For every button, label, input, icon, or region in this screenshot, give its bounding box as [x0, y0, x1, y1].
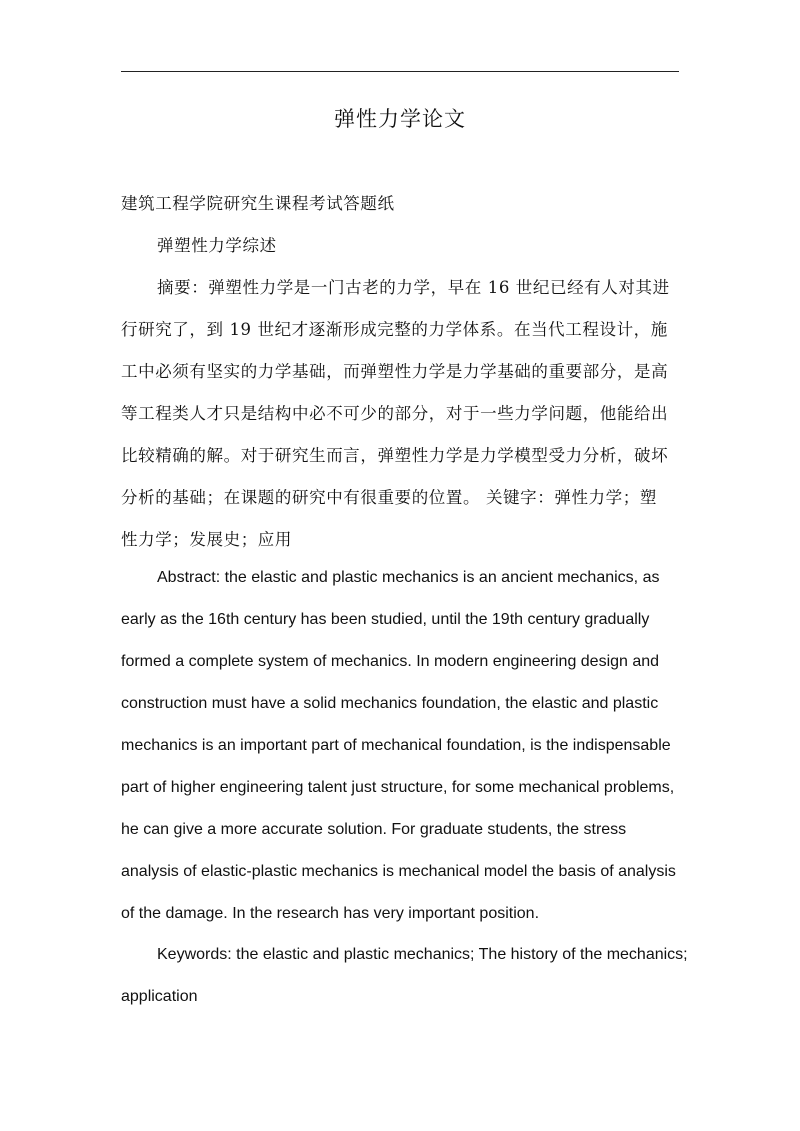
english-abstract-line: part of higher engineering talent just structure, for some mechanical problems,: [121, 779, 675, 796]
section-heading: 弹塑性力学综述: [157, 236, 277, 255]
english-abstract-line: construction must have a solid mechanics foundation, the elastic and plastic: [121, 695, 659, 712]
english-abstract-line: he can give a more accurate solution. For graduate students, the stress: [121, 821, 627, 838]
chinese-abstract-line: 等工程类人才只是结构中必不可少的部分，对于一些力学问题，他能给出: [121, 404, 669, 423]
chinese-abstract-line: 行研究了，到 19 世纪才逐渐形成完整的力学体系。在当代工程设计，施: [121, 320, 668, 339]
keywords-line: Keywords: the elastic and plastic mechanics; The history of the mechanics;: [157, 946, 688, 963]
chinese-abstract-line: 性力学；发展史；应用: [121, 530, 292, 549]
english-abstract-line: Abstract: the elastic and plastic mechanics is an ancient mechanics, as: [157, 569, 660, 586]
english-abstract-line: of the damage. In the research has very important position.: [121, 905, 540, 922]
chinese-abstract-line: 摘要：弹塑性力学是一门古老的力学，早在 16 世纪已经有人对其进: [157, 278, 670, 297]
chinese-abstract-line: 分析的基础；在课题的研究中有很重要的位置。 关键字：弹性力学；塑: [121, 488, 657, 507]
chinese-abstract-line: 比较精确的解。对于研究生而言，弹塑性力学是力学模型受力分析，破坏: [121, 446, 669, 465]
english-abstract-line: formed a complete system of mechanics. In modern engineering design and: [121, 653, 660, 670]
document-title: 弹性力学论文: [334, 107, 466, 131]
chinese-abstract-line: 工中必须有坚实的力学基础，而弹塑性力学是力学基础的重要部分，是高: [121, 362, 669, 381]
keywords-line: application: [121, 988, 198, 1005]
english-abstract-line: mechanics is an important part of mechanical foundation, is the indispensable: [121, 737, 671, 754]
english-abstract-line: early as the 16th century has been studied, until the 19th century gradually: [121, 611, 650, 628]
document-subtitle: 建筑工程学院研究生课程考试答题纸: [121, 194, 395, 213]
english-abstract-line: analysis of elastic-plastic mechanics is mechanical model the basis of analysis: [121, 863, 676, 880]
header-rule: [121, 71, 679, 72]
